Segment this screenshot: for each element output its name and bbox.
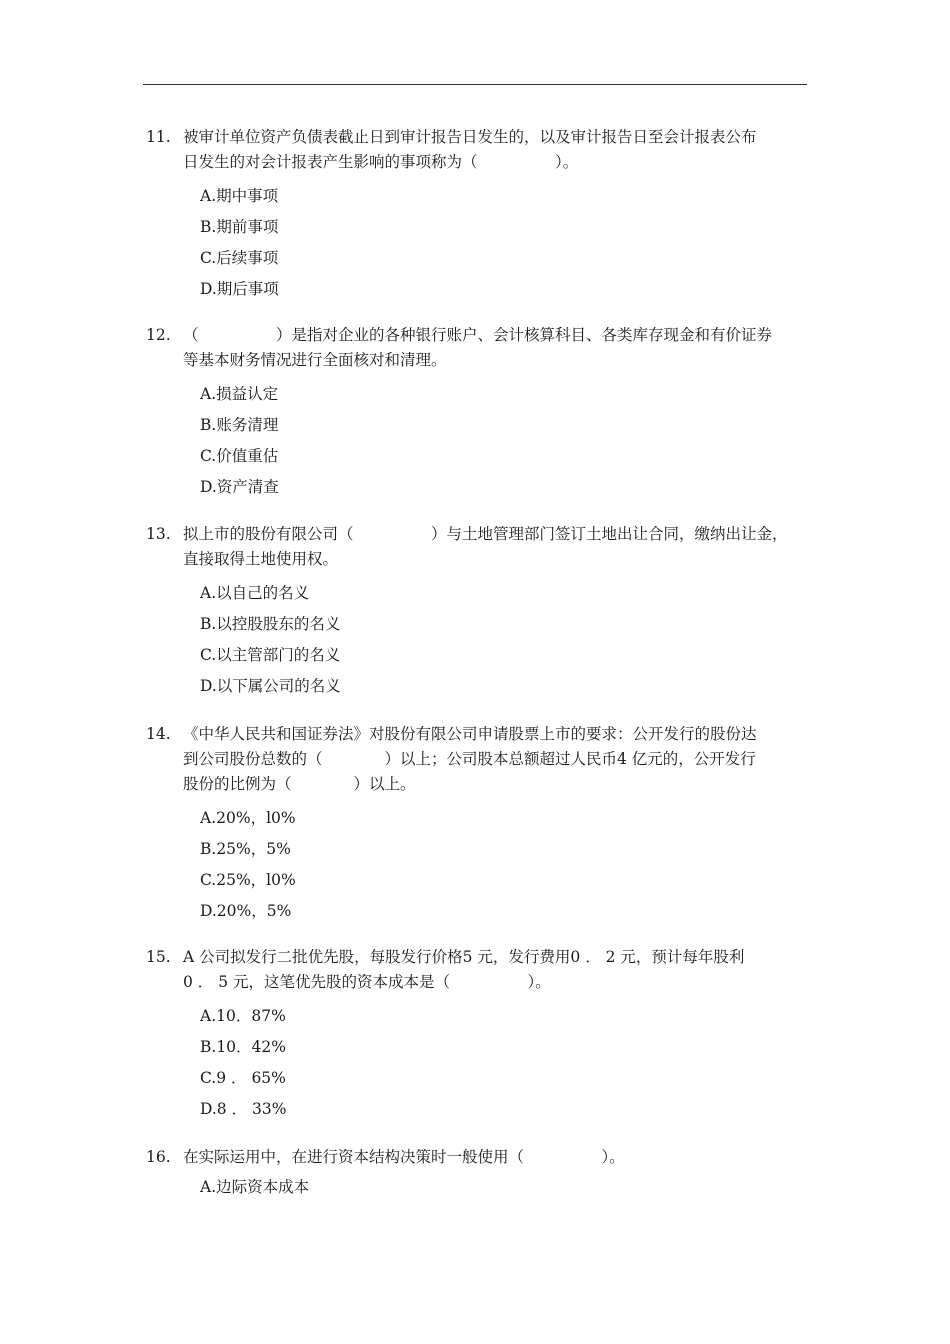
question-line: A 公司拟发行二批优先股，每股发行价格5 元，发行费用0 ． 2 元，预计每年股利 [183,948,745,966]
question-line: 拟上市的股份有限公司（ ）与土地管理部门签订土地出让合同，缴纳出让金， [183,525,788,543]
option-list [200,379,816,503]
question-number: 15. [146,948,171,966]
question-line: 《中华人民共和国证券法》对股份有限公司申请股票上市的要求：公开发行的股份达 [183,725,757,743]
question-text [183,522,816,572]
question-number: 16. [146,1148,171,1166]
option-a[interactable]: A.期中事项 [200,187,279,205]
option-b[interactable]: B.以控股股东的名义 [200,615,341,633]
question-line: 直接取得土地使用权。 [183,550,339,568]
option-a[interactable]: A.边际资本成本 [200,1178,310,1196]
option-list [200,578,816,702]
option-d[interactable]: D.期后事项 [200,280,279,298]
question-line: 0 ． 5 元，这笔优先股的资本成本是（ ）。 [183,973,551,991]
option-list [200,181,816,305]
option-a[interactable]: A.以自己的名义 [200,584,310,602]
option-d[interactable]: D.20%，5% [200,902,292,920]
option-b[interactable]: B.10．42% [200,1038,286,1056]
question-line: 在实际运用中，在进行资本结构决策时一般使用（ ）。 [183,1148,625,1166]
question-number: 13. [146,525,171,543]
option-c[interactable]: C.25%，l0% [200,871,296,889]
option-a[interactable]: A.10．87% [200,1007,286,1025]
option-c[interactable]: C.后续事项 [200,249,279,267]
option-b[interactable]: B.期前事项 [200,218,279,236]
option-b[interactable]: B.账务清理 [200,416,279,434]
question-line: （ ）是指对企业的各种银行账户、会计核算科目、各类库存现金和有价证券 [183,326,773,344]
option-d[interactable]: D.8 ． 33% [200,1100,287,1118]
option-list [200,803,816,927]
question-text [183,125,816,175]
question-line: 到公司股份总数的（ ）以上；公司股本总额超过人民币4 亿元的，公开发行 [183,750,756,768]
option-list [200,1001,816,1125]
header-rule [143,84,807,85]
option-a[interactable]: A.损益认定 [200,385,279,403]
option-b[interactable]: B.25%，5% [200,840,291,858]
option-c[interactable]: C.以主管部门的名义 [200,646,341,664]
option-d[interactable]: D.资产清查 [200,478,279,496]
option-c[interactable]: C.9 ． 65% [200,1069,286,1087]
option-list [200,1172,816,1203]
option-a[interactable]: A.20%，l0% [200,809,296,827]
question-text [183,323,816,373]
question-14 [146,722,816,927]
question-13 [146,522,816,702]
question-number: 14. [146,725,171,743]
question-16 [146,1145,816,1203]
option-c[interactable]: C.价值重估 [200,447,279,465]
question-number: 11. [146,128,171,146]
question-line: 被审计单位资产负债表截止日到审计报告日发生的，以及审计报告日至会计报表公布 [183,128,757,146]
question-12 [146,323,816,503]
question-text [183,722,816,797]
question-text [183,945,816,995]
question-line: 股份的比例为（ ）以上。 [183,775,416,793]
question-11 [146,125,816,305]
question-15 [146,945,816,1125]
question-line: 日发生的对会计报表产生影响的事项称为（ ）。 [183,153,579,171]
question-number: 12. [146,326,171,344]
question-line: 等基本财务情况进行全面核对和清理。 [183,351,447,369]
question-text [183,1145,816,1170]
option-d[interactable]: D.以下属公司的名义 [200,677,341,695]
